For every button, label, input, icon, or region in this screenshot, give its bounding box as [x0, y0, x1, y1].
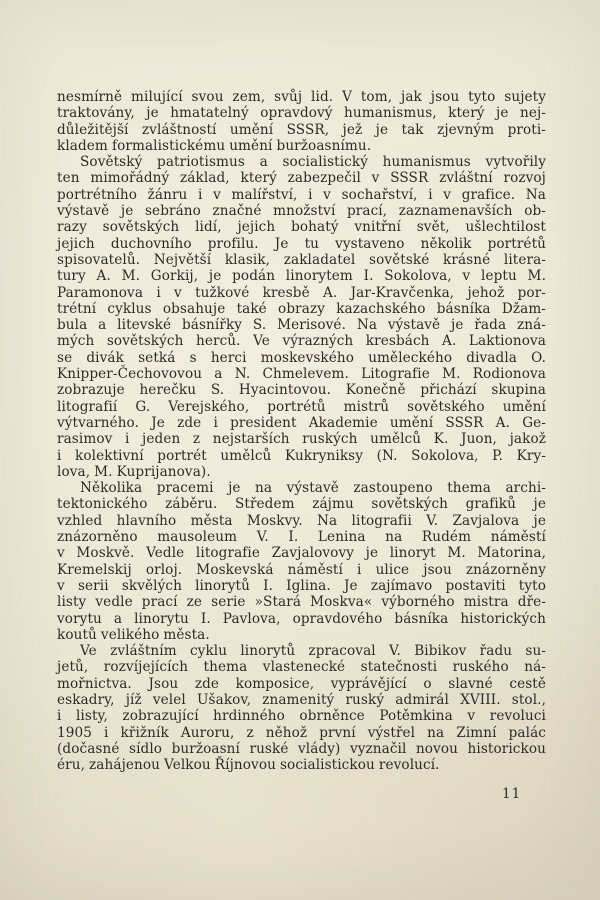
text-line: Kremelskij orloj. Moskevská náměstí i ulice jsou znázorněny [57, 561, 546, 578]
text-line: mých sovětských herců. Ve výrazných kresbách A. Laktionova [57, 333, 546, 350]
text-line: lova, M. Kuprijanova). [57, 463, 211, 480]
page-text-block [57, 89, 546, 773]
text-line: nesmírně milující svou zem, svůj lid. V tom, jak jsou tyto sujety [57, 89, 546, 105]
text-line: i listy, zobrazující hrdinného obrněnce Potěmkina v revoluci [57, 708, 546, 725]
text-line: tury A. M. Gorkij, je podán linorytem I. Sokolova, v leptu M. [57, 268, 546, 285]
text-line: portrétního žánru i v malířství, i v sochařství, i v grafice. Na [57, 186, 546, 203]
text-line: jejich duchovního profilu. Je tu vystaveno několik portrétů [57, 235, 546, 252]
text-line: mořnictva. Jsou zde komposice, vyprávějící o slavné cestě [57, 675, 546, 692]
text-line: kladem formalistickému umění buržoasnímu. [57, 137, 372, 154]
text-line: traktovány, je hmatatelný opravdový humanismus, který je nej- [57, 105, 546, 122]
text-line: v Moskvě. Vedle litografie Zavjalovovy je linoryt M. Matorina, [57, 545, 546, 562]
text-line: Paramonova i v tužkové kresbě A. Jar-Kravčenka, jehož por- [57, 284, 546, 301]
text-line: spisovatelů. Největší klasik, zakladatel sovětské krásné litera- [57, 251, 546, 268]
text-line: znázorněno mausoleum V. I. Lenina na Rudém náměstí [57, 529, 546, 546]
text-line: koutů velikého města. [57, 626, 210, 643]
text-line: Knipper-Čechovovou a N. Chmelevem. Litografie M. Rodionova [57, 366, 546, 383]
paragraph-3 [57, 480, 546, 643]
text-line: zobrazuje herečku S. Hyacintovou. Konečně přichází skupina [57, 382, 546, 399]
text-line: vorytu a linorytu I. Pavlova, opravdového básníka historických [57, 610, 546, 627]
text-line: se divák setká s herci moskevského uměleckého divadla O. [57, 349, 546, 366]
text-line: jetů, rozvíjejících thema vlastenecké statečnosti ruského ná- [57, 659, 546, 676]
text-line: důležitější zvláštností umění SSSR, jež je tak zjevným proti- [57, 121, 546, 138]
text-line: listy vedle prací ze serie »Stará Moskva« výborného mistra dře- [57, 594, 546, 611]
text-line: i kolektivní portrét umělců Kukryniksy (N. Sokolova, P. Kry- [57, 447, 546, 464]
text-line: 1905 i křižník Auroru, z něhož první výstřel na Zimní palác [57, 724, 546, 741]
text-line: výtvarného. Je zde i president Akademie umění SSSR A. Ge- [57, 414, 546, 431]
text-line: výstavě je sebráno značné množství prací, zaznamenavších ob- [57, 203, 546, 220]
text-line: vzhled hlavního města Moskvy. Na litografii V. Zavjalova je [57, 512, 546, 529]
paragraph-1 [57, 89, 546, 154]
text-line: litografií G. Verejského, portrétů mistrů sovětského umění [57, 398, 546, 415]
text-line: trétní cyklus obsahuje také obrazy kazachského básníka Džam- [57, 300, 546, 317]
text-line: Sovětský patriotismus a socialistický humanismus vytvořily [80, 154, 546, 171]
text-line: ten mimořádný základ, který zabezpečil v SSSR zvláštní rozvoj [57, 170, 546, 187]
page-number: 11 [502, 786, 522, 802]
text-line: (dočasné sídlo buržoasní ruské vlády) vyznačil novou historickou [57, 740, 546, 757]
text-line: Několika pracemi je na výstavě zastoupeno thema archi- [80, 480, 546, 497]
text-line: Ve zvláštním cyklu linorytů zpracoval V. Bibikov řadu su- [80, 643, 546, 660]
text-line: tektonického záběru. Středem zájmu sovětských grafiků je [57, 496, 546, 513]
text-line: razy sovětských lidí, jejich bohatý vnitřní svět, ušlechtilost [57, 219, 546, 236]
text-line: bula a litevské básnířky S. Merisové. Na výstavě je řada zná- [57, 317, 546, 334]
text-line: éru, zahájenou Velkou Říjnovou socialistickou revolucí. [57, 757, 440, 774]
paragraph-2 [57, 154, 546, 480]
text-line: v serii skvělých linorytů I. Iglina. Je zajímavo postaviti tyto [57, 577, 546, 594]
text-line: rasimov i jeden z nejstarších ruských umělců K. Juon, jakož [57, 431, 546, 448]
paragraph-4 [57, 643, 546, 773]
text-line: eskadry, jíž velel Ušakov, znamenitý ruský admirál XVIII. stol., [57, 691, 546, 708]
